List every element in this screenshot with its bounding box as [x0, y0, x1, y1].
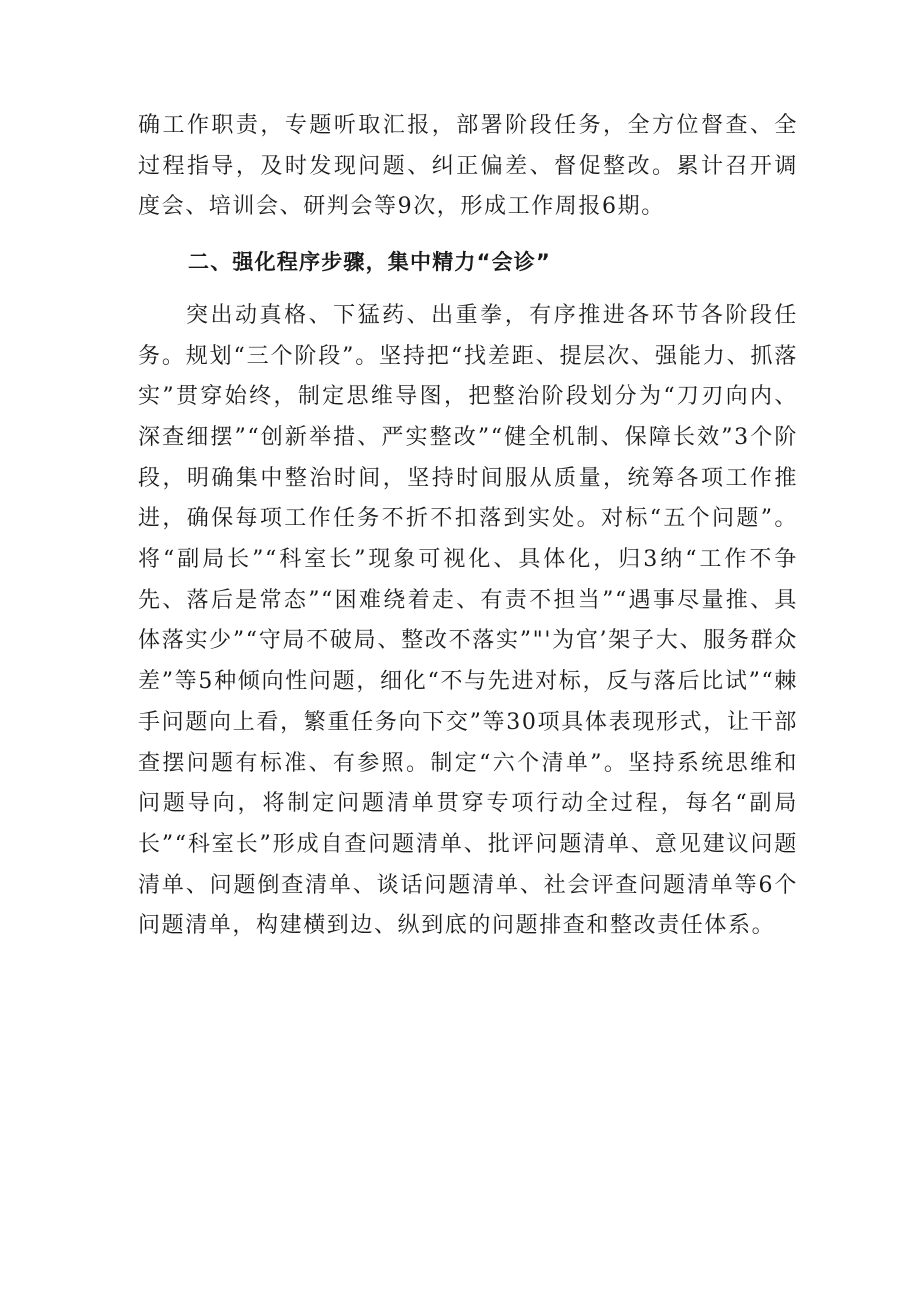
section-heading: 二、强化程序步骤，集中精力“会诊” [188, 250, 552, 275]
paragraph-continued: 确工作职责，专题听取汇报，部署阶段任务，全方位督查、全过程指导，及时发现问题、纠正偏差、督促整改。累计召开调度会、培训会、研判会等9次，形成工作周报6期。 [138, 113, 798, 220]
paragraph-body: 突出动真格、下猛药、出重拳，有序推进各环节各阶段任务。规划“三个阶段”。坚持把“找差距、提层次、强能力、抓落实”贯穿始终，制定思维导图，把整治阶段划分为“刀刃向内、深查细摆”“创新举措、严实整改”“健全机制、保障长效”3个阶段，明确集中整治时间，坚持时间服从质量，统筹各项工作推进，确保每项工作任务不折不扣落到实处。对标“五个问题”。将“副局长”“科室长”现象可视化、具体化，归3纳“工作不争先、落后是常态”“困难绕着走、有责不担当”“遇事尽量推、具体落实少”“守局不破局、整改不落实”"'为官’架子大、服务群众差”等5种倾向性问题，细化“不与先进对标，反与落后比试”“棘手问题向上看，繁重任务向下交”等30项具体表现形式，让干部查摆问题有标准、有参照。制定“六个清单”。坚持系统思维和问题导向，将制定问题清单贯穿专项行动全过程，每名“副局长”“科室长”形成自查问题清单、批评问题清单、意见建议问题清单、问题倒查清单、谈话问题清单、社会评查问题清单等6个问题清单，构建横到边、纵到底的问题排查和整改责任体系。 [138, 302, 798, 939]
document-body [138, 106, 798, 947]
